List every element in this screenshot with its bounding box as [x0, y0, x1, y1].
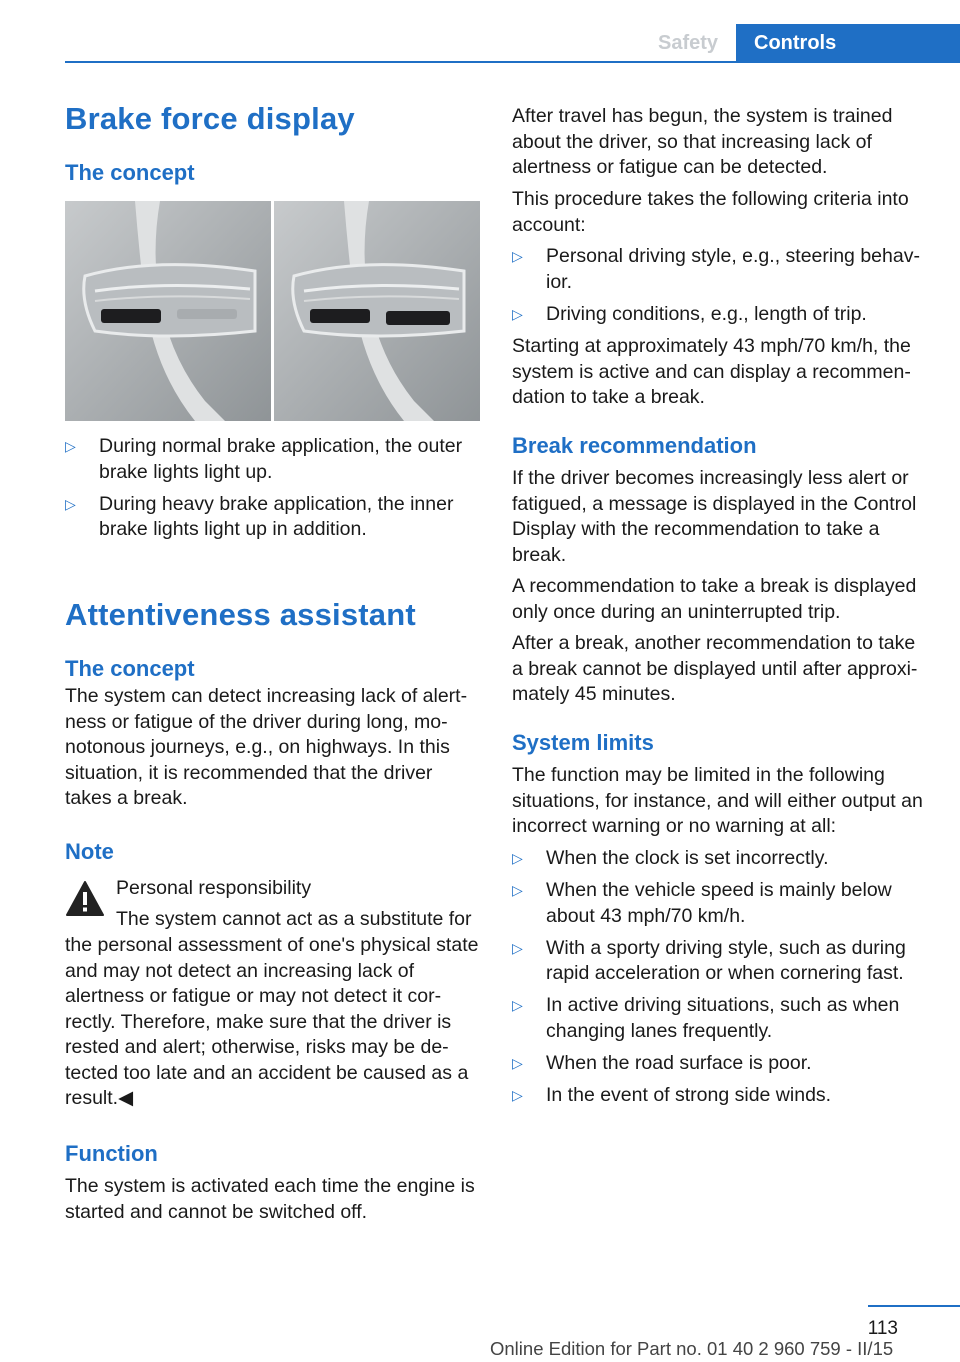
tail-light-figure	[65, 201, 480, 421]
training-paragraph: After travel has begun, the system is trained about the driver, so that increasing lack of alertness or fatigue can be detected.	[512, 105, 893, 178]
subheading-concept-brake: The concept	[65, 160, 195, 185]
list-item: ▷ During normal brake application, the outer brake lights light up.	[65, 435, 463, 483]
list-item: ▷ When the road surface is poor.	[512, 1051, 927, 1077]
limits-intro: The function may be limited in the following situations, for instance, and will either output an incorrect warning or no warning at all:	[512, 764, 923, 837]
list-item: ▷ In active driving situations, such as when changing lanes frequently.	[512, 994, 900, 1042]
section-title-brake-force: Brake force display	[65, 101, 355, 136]
activation-paragraph: Starting at approximately 43 mph/70 km/h, the system is active and can display a recommen-dation to take a break.	[512, 335, 911, 408]
subheading-system-limits: System limits	[512, 730, 654, 755]
note-first-line: The system cannot act as a substitute for	[116, 908, 472, 930]
break-paragraph-3: After a break, another recommendation to take a break cannot be displayed until after approxi-mately 45 minutes.	[512, 632, 918, 705]
tail-light-heavy-image	[274, 201, 480, 421]
break-paragraph-1: If the driver becomes increasingly less alert or fatigued, a message is displayed in the Control Display with the recommendation to take a break.	[512, 467, 917, 566]
bullet-arrow-icon: ▷	[512, 1054, 523, 1071]
bullet-arrow-icon: ▷	[512, 882, 523, 898]
bullet-arrow-icon: ▷	[512, 997, 523, 1013]
header-tabs	[640, 24, 960, 62]
tail-light-normal-image	[65, 201, 271, 421]
note-body: the personal assessment of one's physical state and may not detect an increasing lack of alertness or fatigue or may not detect it cor-rectly. Therefore, make sure that the driver is rested and alert; otherwise, risks may be de-tected too late and an accident be caused as a result.◀	[65, 934, 479, 1109]
edition-footer: Online Edition for Part no. 01 40 2 960 759 - II/15	[490, 1338, 894, 1359]
function-paragraph: The system is activated each time the engine is started and cannot be switched off.	[65, 1175, 475, 1223]
bullet-arrow-icon: ▷	[512, 939, 523, 956]
warning-triangle-icon	[65, 880, 105, 918]
subheading-break-recommendation: Break recommendation	[512, 433, 757, 458]
bullet-arrow-icon: ▷	[512, 850, 523, 866]
brake-light-list	[65, 434, 480, 549]
bullet-arrow-icon: ▷	[65, 495, 76, 512]
criteria-intro: This procedure takes the following criteria into account:	[512, 188, 909, 236]
concept-paragraph: The system can detect increasing lack of alert-ness or fatigue of the driver during long, mo-notonous journeys, e.g., on highways. In this situation, it is recommended that the driver takes a break.	[65, 685, 468, 809]
tab-safety[interactable]: Safety	[640, 24, 736, 62]
bullet-arrow-icon: ▷	[65, 438, 76, 454]
footer-rule	[868, 1305, 960, 1307]
list-item: ▷ With a sporty driving style, such as during rapid acceleration or when cornering fast.	[512, 936, 906, 984]
header-rule	[65, 61, 960, 63]
section-title-attentiveness: Attentiveness assistant	[65, 597, 416, 632]
subheading-function: Function	[65, 1141, 158, 1166]
subheading-note: Note	[65, 839, 114, 864]
note-heading: Personal responsibility	[116, 877, 312, 899]
list-item: ▷ During heavy brake application, the inner brake lights light up in addition.	[65, 492, 454, 540]
list-item: ▷ Driving conditions, e.g., length of trip.	[512, 302, 927, 328]
list-item: ▷ When the clock is set incorrectly.	[512, 846, 927, 872]
bullet-arrow-icon: ▷	[512, 248, 523, 264]
bullet-arrow-icon: ▷	[512, 1086, 523, 1103]
bullet-arrow-icon: ▷	[512, 305, 523, 322]
criteria-list	[512, 244, 927, 334]
subheading-concept-attentiveness: The concept	[65, 656, 195, 681]
break-paragraph-2: A recommendation to take a break is displayed only once during an uninterrupted trip.	[512, 575, 917, 623]
page-number: 113	[867, 1318, 898, 1339]
list-item: ▷ In the event of strong side winds.	[512, 1083, 927, 1109]
list-item: ▷ Personal driving style, e.g., steering behav-ior.	[512, 245, 920, 293]
tab-controls[interactable]: Controls	[736, 24, 960, 62]
limits-list	[512, 846, 927, 1115]
list-item: ▷ When the vehicle speed is mainly below about 43 mph/70 km/h.	[512, 879, 892, 927]
